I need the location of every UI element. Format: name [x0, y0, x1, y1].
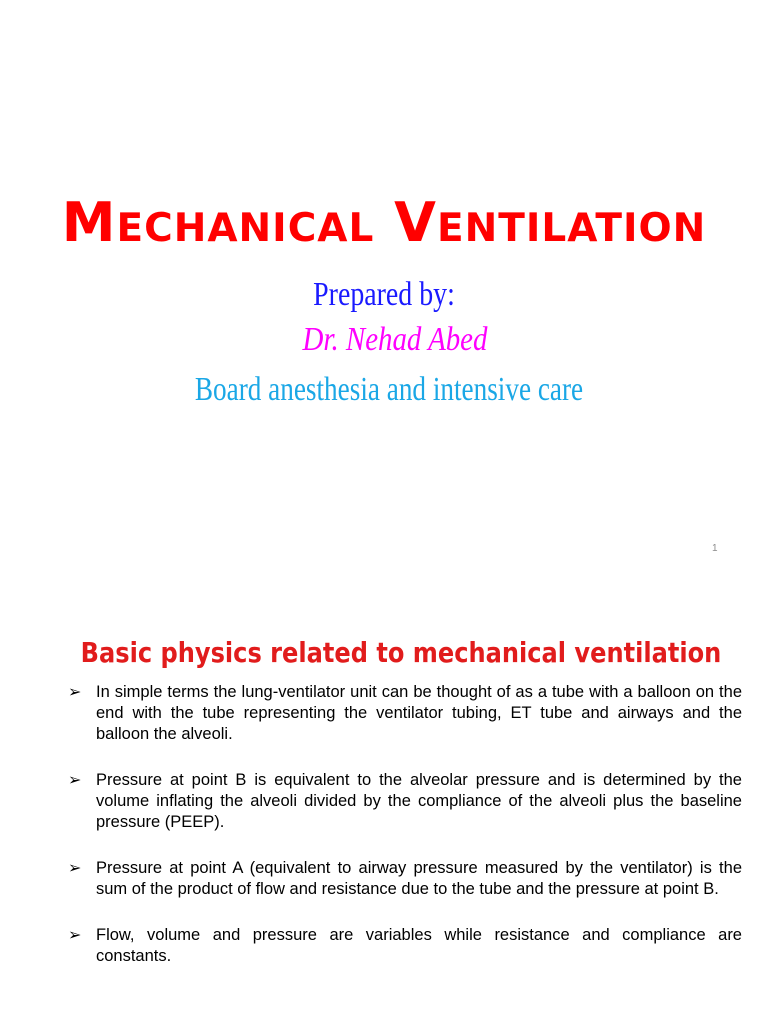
- bullet-text: In simple terms the lung-ventilator unit can be thought of as a tube with a balloon on the end with the tube representing the ventilator tubing, ET tube and airways and the balloon the alveoli.: [96, 683, 742, 743]
- arrow-bullet-icon: ➢: [68, 927, 82, 944]
- title-word-1-rest: ECHANICAL: [116, 206, 375, 252]
- bullet-item: [68, 858, 742, 900]
- author-affiliation: Board anesthesia and intensive care: [194, 371, 584, 408]
- bullet-text: Pressure at point B is equivalent to the alveolar pressure and is determined by the volume inflating the alveoli divided by the compliance of the alveoli plus the baseline pressure (PEEP).: [96, 771, 742, 831]
- slide-heading: Basic physics related to mechanical ventilation: [80, 636, 722, 670]
- prepared-by-label: Prepared by:: [313, 276, 455, 313]
- content-slide: [0, 590, 768, 1024]
- bullet-list: [68, 682, 742, 992]
- slide-number: 1: [712, 543, 718, 554]
- bullet-item: [68, 770, 742, 833]
- arrow-bullet-icon: ➢: [68, 684, 82, 701]
- title-word-1-initial: M: [61, 191, 117, 255]
- bullet-item: [68, 925, 742, 967]
- presentation-title: [0, 186, 768, 266]
- title-word-2-rest: ENTILATION: [436, 206, 707, 252]
- author-name: Dr. Nehad Abed: [302, 321, 488, 358]
- arrow-bullet-icon: ➢: [68, 772, 82, 789]
- bullet-item: [68, 682, 742, 745]
- bullet-text: Flow, volume and pressure are variables while resistance and compliance are constants.: [96, 926, 742, 965]
- title-word-2-initial: V: [394, 191, 437, 255]
- arrow-bullet-icon: ➢: [68, 860, 82, 877]
- bullet-text: Pressure at point A (equivalent to airway pressure measured by the ventilator) is the sum of the product of flow and resistance due to the tube and the pressure at point B.: [96, 859, 742, 898]
